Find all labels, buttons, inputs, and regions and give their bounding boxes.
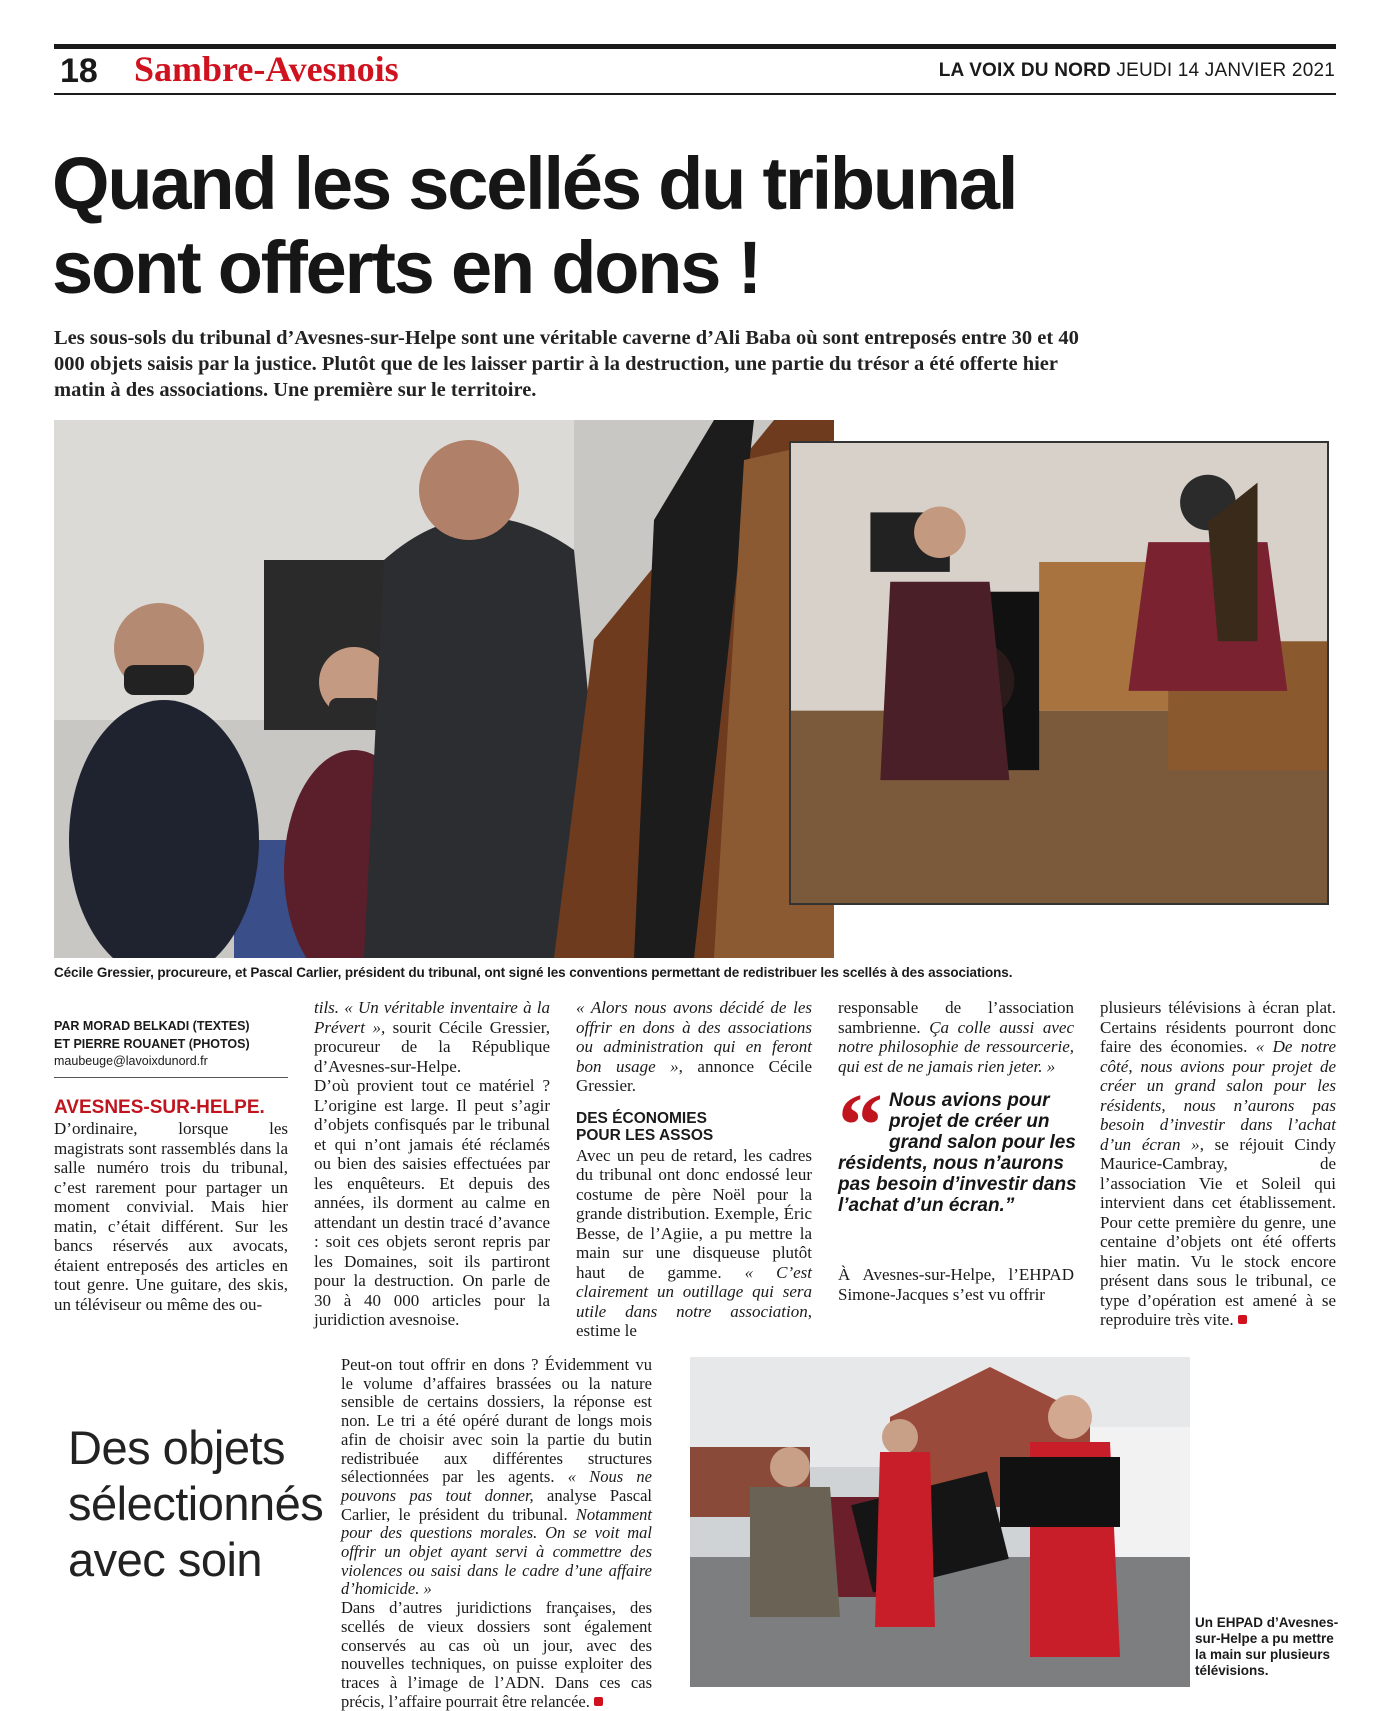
- column-3-end: , estime le: [576, 1301, 812, 1340]
- column-3-quote: « Alors nous avons décidé de les offrir en dons à des associations ou administration qui en feront bon usage »: [576, 998, 812, 1076]
- page-number: 18: [60, 52, 98, 90]
- column-5-quote: « De notre côté, nous avions pour projet de créer un grand salon pour les résidents, nous n’aurons pas besoin d’investir dans l’achat d’un écran »: [1100, 1037, 1336, 1154]
- byline-rule: [54, 1077, 288, 1078]
- photo-officials: [54, 420, 834, 958]
- subhead-line-2: POUR LES ASSOS: [576, 1126, 714, 1144]
- second-article-text-2: analyse Pascal Carlier, le président du tribunal.: [341, 1485, 652, 1524]
- column-2-paragraph-1: [314, 998, 550, 1076]
- quote-mark-icon: “: [838, 1076, 883, 1175]
- column-3-paragraph-2: [576, 1146, 812, 1341]
- column-3-body: Avec un peu de retard, les cadres du tribunal ont donc endossé leur costume de père Noël pour la grande distribution. Exemple, Éric Besse, de l’Agiie, a pu mettre la main sur une disqueuse plutôt haut de gamme.: [576, 1145, 812, 1282]
- column-5-end: , se réjouit Cindy Maurice-Cambray, de l’association Vie et Soleil qui intervient dans cet établissement. Pour cette première du genre, une centaine d’objets ont été offerts hier matin. Vu le stock encore présent dans sous le tribunal, ce type d’opération est amené à se reproduire très vite.: [1100, 1134, 1336, 1329]
- pull-quote: [838, 1076, 1078, 1216]
- issue-date: JEUDI 14 JANVIER 2021: [1116, 60, 1335, 81]
- section-title: Sambre-Avesnois: [134, 49, 399, 89]
- article-column-4-bottom: [838, 1265, 1074, 1304]
- column-5-paragraph: [1100, 998, 1336, 1330]
- pull-quote-text: Nous avions pour projet de créer un grand salon pour les résidents, nous n’aurons pas besoin d’investir dans l’achat d’un écran.”: [838, 1090, 1077, 1216]
- byline-photographer: ET PIERRE ROUANET (PHOTOS): [54, 1037, 250, 1051]
- second-article-title: Des objets sélectionnés avec soin: [68, 1421, 324, 1586]
- subhead-line-1: DES ÉCONOMIES: [576, 1109, 707, 1127]
- column-3-paragraph-1: [576, 998, 812, 1096]
- column-5-body: plusieurs télévisions à écran plat. Certains résidents pourront donc faire des économies.: [1100, 998, 1336, 1056]
- second-article-paragraph-1: [341, 1356, 652, 1599]
- article-column-4: [838, 998, 1074, 1076]
- photo-speaker-image: [791, 443, 1327, 903]
- article-column-5: [1100, 998, 1336, 1330]
- photo-officials-image: [54, 420, 834, 958]
- photo-speaker-donation: [789, 441, 1329, 905]
- photo-ehpad-image: [690, 1357, 1190, 1687]
- photo-ehpad-televisions: [690, 1357, 1190, 1687]
- second-article-body: [341, 1356, 652, 1711]
- photo-caption: Cécile Gressier, procureure, et Pascal Carlier, président du tribunal, ont signé les conventions permettant de redistribuer les scellés à des associations.: [54, 965, 1013, 980]
- masthead: [939, 60, 1335, 82]
- second-article-text-1: Peut-on tout offrir en dons ? Évidemment vu le volume d’affaires brassées ou la nature sensible de certains dossiers, la réponse est non. Le tri a été opéré durant de longs mois afin de choisir avec soin la partie du butin redistribuée aux différentes structures sélectionnées par les agents.: [341, 1355, 652, 1487]
- column-4-body: responsable de l’association sambrienne.: [838, 998, 1074, 1037]
- newspaper-name: LA VOIX DU NORD: [938, 60, 1111, 81]
- article-column-3: [576, 998, 812, 1341]
- second-article-text-3: Dans d’autres juridictions françaises, des scellés de vieux dossiers sont également conservés au cas où un jour, avec des nouvelles techniques, on puisse exploiter des traces à l’image de l’ADN. Dans ces cas précis, l’affaire pourrait être relancée.: [341, 1598, 652, 1711]
- column-1-text: D’ordinaire, lorsque les magistrats sont rassemblés dans la salle numéro trois du tribunal, c’est rarement pour partager un moment convivial. Mais hier matin, c’était différent. Sur les bancs réservés aux avocats, étaient entreposés des articles en tout genre. Une guitare, des skis, un téléviseur ou même des ou-: [54, 1119, 288, 1314]
- column-2-attribution: sourit Cécile Gressier, procureur de la République d’Avesnes-sur-Helpe.: [314, 1017, 550, 1076]
- headline: Quand les scellés du tribunal sont offerts en dons !: [52, 142, 1017, 309]
- column-3-attribution: , annonce Cécile Gressier.: [576, 1056, 812, 1095]
- second-article-quote-2: Notamment pour des questions morales. On se voit mal offrir un objet ayant servi à commettre des violences ou saisi dans le cadre d’une affaire d’homicide. »: [341, 1504, 652, 1599]
- header-bottom-rule: [54, 93, 1336, 95]
- lede: Les sous-sols du tribunal d’Avesnes-sur-Helpe sont une véritable caverne d’Ali Baba où sont entreposés entre 30 et 40 000 objets saisis par la justice. Plutôt que de les laisser partir à la destruction, une partie du trésor a été offerte hier matin à des associations. Une première sur le territoire.: [54, 327, 1079, 401]
- second-article-quote-1: « Nous ne pouvons pas tout donner,: [341, 1467, 653, 1505]
- second-article-paragraph-2: [341, 1599, 652, 1711]
- photo-ehpad-caption: Un EHPAD d’Avesnes-sur-Helpe a pu mettre la main sur plusieurs télévisions.: [1195, 1615, 1339, 1678]
- article-column-2: [314, 998, 550, 1330]
- column-4-paragraph-1: [838, 998, 1074, 1076]
- column-4-paragraph-2: À Avesnes-sur-Helpe, l’EHPAD Simone-Jacques s’est vu offrir: [838, 1265, 1074, 1304]
- column-2-paragraph-2: D’où provient tout ce matériel ? L’origine est large. Il peut s’agir d’objets confisqués par le tribunal et qui n’ont jamais été réclamés ou bien des saisies effectuées par les enquêteurs. Et depuis des années, ils dorment au calme en attendant un destin tracé d’avance : soit ces objets seront repris par les Domaines, soit ils partiront pour la destruction. On parle de 30 à 40 000 articles pour la juridiction avesnoise.: [314, 1076, 550, 1329]
- author-email: maubeuge@lavoixdunord.fr: [54, 1054, 208, 1068]
- column-3-quote-2: « C’est clairement un outillage qui sera utile dans notre association: [576, 1262, 812, 1321]
- end-mark-icon: [1238, 1315, 1247, 1324]
- column-2-quote: tils. « Un véritable inventaire à la Prévert »,: [314, 998, 550, 1037]
- column-4-quote: Ça colle aussi avec notre philosophie de ressourcerie, qui est de ne jamais rien jeter. »: [838, 1017, 1075, 1076]
- end-mark-icon: [594, 1697, 603, 1706]
- subhead: [576, 1110, 812, 1144]
- byline-author: PAR MORAD BELKADI (TEXTES): [54, 1019, 250, 1033]
- dateline: AVESNES-SUR-HELPE.: [54, 1097, 265, 1118]
- article-column-1: [54, 1097, 288, 1314]
- byline: [54, 1017, 288, 1053]
